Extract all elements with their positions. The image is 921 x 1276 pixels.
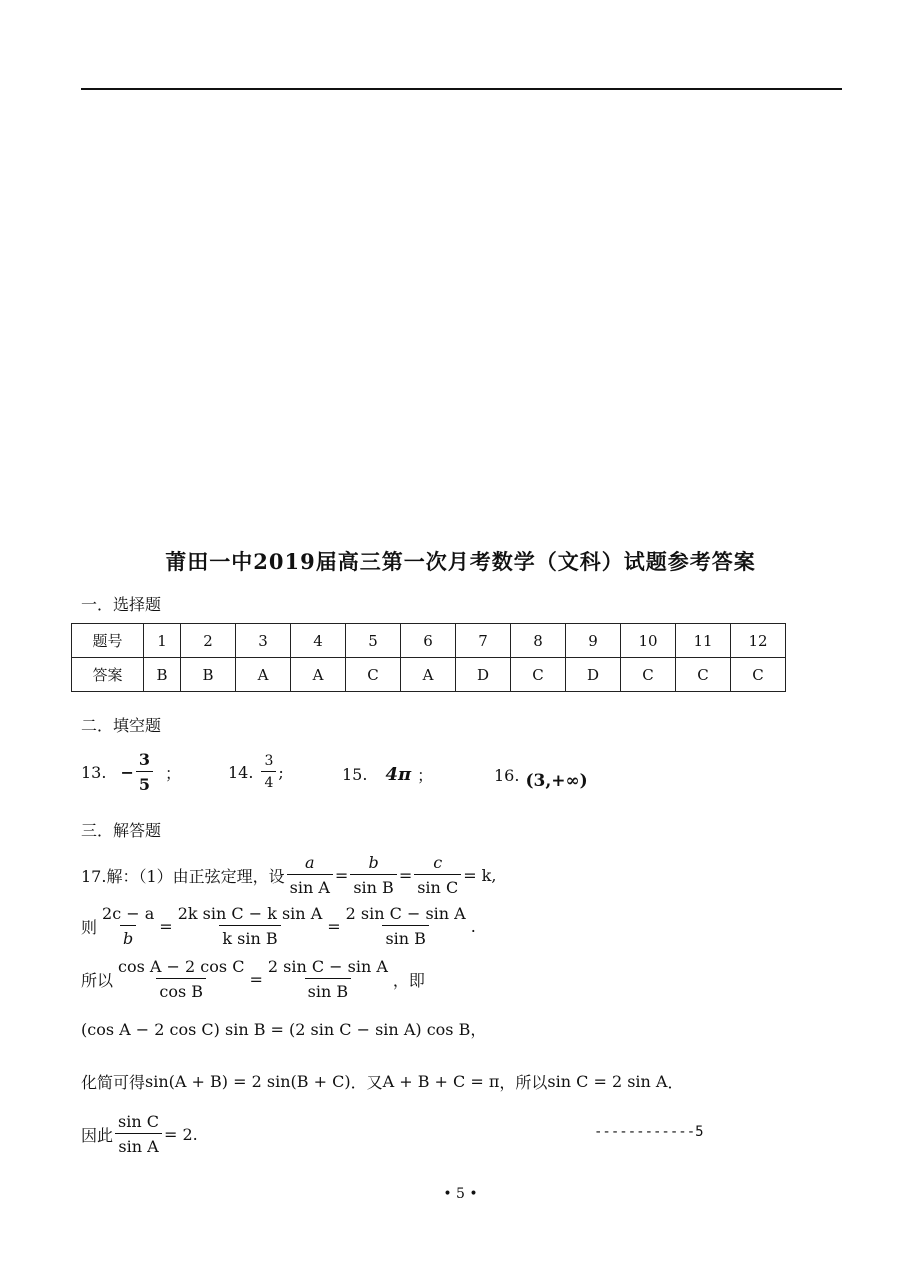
q17-line6-end: = 2.	[163, 1124, 198, 1144]
q17-line2-fraction-2	[175, 904, 326, 948]
table-cell-answer: C	[511, 658, 566, 692]
fraction-denominator: sin C	[414, 874, 461, 897]
q17-line2-prefix: 则	[81, 917, 98, 937]
fill-answer-16	[494, 760, 588, 790]
fraction-numerator: sin C	[118, 1112, 159, 1131]
fraction-numerator: a	[305, 853, 315, 872]
score-mark: ------------5	[594, 1124, 704, 1140]
q14-numerator: 3	[264, 753, 274, 769]
table-cell-answer: C	[731, 658, 786, 692]
q17-line5-text-e: ，所以	[499, 1072, 548, 1092]
fraction-denominator: k sin B	[219, 925, 280, 948]
q17-fraction-b	[350, 853, 396, 897]
q16-value: (3,+∞)	[525, 771, 588, 791]
table-cell-number: 7	[456, 624, 511, 658]
q17-fraction-c	[414, 853, 461, 897]
q17-line5-text-g: ．	[667, 1072, 684, 1092]
table-cell-number: 8	[511, 624, 566, 658]
q17-fraction-a	[287, 853, 333, 897]
q17-line6-fraction	[115, 1112, 162, 1156]
q13-sign: −	[120, 762, 134, 782]
q17-line-4: (cos A − 2 cos C) sin B = (2 sin C − sin A) cos B，	[81, 1019, 487, 1039]
q17-line5-math-b: sin(A + B) = 2 sin(B + C)	[145, 1071, 351, 1091]
table-row-numbers	[72, 624, 786, 658]
table-answer-label: 答案	[72, 658, 144, 692]
fraction-denominator: sin B	[382, 925, 428, 948]
table-cell-number: 1	[144, 624, 181, 658]
q17-line5-text-c: ．又	[350, 1072, 383, 1092]
q17-line-5	[81, 1069, 684, 1093]
q13-numerator: 3	[138, 750, 150, 769]
q17-line-2: 则 $\frac{2c - a}{b}$ = $\frac{\text{2k sin C − k sin A}}{\text{k sin B}}$ = $\frac{\text{2 sin C − sin A}}{\text{sin B}}$ .	[81, 904, 476, 948]
q13-denominator: 5	[136, 771, 153, 794]
q17-line2-fraction-1	[99, 904, 157, 948]
q17-line5-math-d: A + B + C = π	[382, 1071, 500, 1091]
q14-fraction	[261, 753, 276, 791]
fill-answer-14	[228, 752, 284, 792]
page-title: 莆田一中2019届高三第一次月考数学（文科）试题参考答案	[165, 549, 756, 574]
table-cell-number: 10	[621, 624, 676, 658]
section-choice-heading: 一．选择题	[81, 595, 162, 614]
fraction-denominator: sin B	[305, 978, 351, 1001]
fraction-denominator: b	[120, 925, 136, 948]
fraction-numerator: 2 sin C − sin A	[267, 957, 388, 976]
table-cell-answer: A	[236, 658, 291, 692]
q17-line3-fraction-1	[115, 957, 247, 1001]
fraction-denominator: sin A	[115, 1133, 161, 1156]
section-fill-heading: 二．填空题	[81, 716, 162, 735]
fraction-denominator: cos B	[156, 978, 206, 1001]
table-cell-number: 9	[566, 624, 621, 658]
fill-answer-15	[342, 760, 433, 788]
table-header-label: 题号	[72, 624, 144, 658]
q14-denominator: 4	[261, 771, 276, 791]
q14-separator: ;	[278, 762, 284, 782]
fill-answer-13	[81, 750, 181, 794]
page-number: • 5 •	[443, 1186, 478, 1202]
q13-separator: ；	[165, 763, 182, 783]
q17-equals-k: = k,	[463, 865, 497, 885]
fraction-denominator: sin A	[287, 874, 333, 897]
table-cell-answer: B	[144, 658, 181, 692]
table-cell-number: 2	[181, 624, 236, 658]
q17-line3-end: ，即	[392, 970, 425, 990]
q17-line3-prefix: 所以	[81, 970, 114, 990]
answer-table	[71, 623, 786, 692]
table-cell-answer: A	[401, 658, 456, 692]
table-cell-answer: D	[456, 658, 511, 692]
fraction-numerator: cos A − 2 cos C	[118, 957, 245, 976]
q17-line6-prefix: 因此	[81, 1125, 114, 1145]
table-cell-number: 5	[346, 624, 401, 658]
q17-line-3: 所以 $\frac{\text{cos A − 2 cos C}}{\text{cos B}}$ = $\frac{\text{2 sin C − sin A}}{\text{sin B}}$ ，即	[81, 957, 425, 1001]
fraction-numerator: b	[368, 853, 379, 872]
q14-label: 14.	[228, 762, 254, 782]
q17-line2-fraction-3	[343, 904, 469, 948]
fraction-numerator: 2 sin C − sin A	[345, 904, 466, 923]
fraction-numerator: c	[433, 853, 443, 872]
header-rule	[81, 88, 842, 90]
table-cell-answer: A	[291, 658, 346, 692]
q17-line3-fraction-2	[265, 957, 391, 1001]
table-cell-number: 4	[291, 624, 346, 658]
q13-fraction	[136, 750, 153, 794]
table-cell-answer: C	[621, 658, 676, 692]
q17-line5-text-a: 化简可得	[81, 1072, 146, 1092]
table-cell-answer: C	[346, 658, 401, 692]
table-cell-number: 12	[731, 624, 786, 658]
q17-intro: 17.解：（1）由正弦定理，设	[81, 866, 285, 886]
q17-line-1: 17.解：（1）由正弦定理，设 $\frac{a}{\text{sin A}}$ = $\frac{b}{\text{sin B}}$ = $\frac{c}{\text{sin C}}$ = k,	[81, 853, 497, 897]
fraction-numerator: 2c − a	[102, 904, 155, 923]
table-row-answers	[72, 658, 786, 692]
table-cell-answer: C	[676, 658, 731, 692]
table-cell-number: 3	[236, 624, 291, 658]
q15-separator: ；	[417, 765, 434, 785]
fraction-denominator: sin B	[350, 874, 396, 897]
q15-label: 15.	[342, 764, 368, 784]
q17-line5-math-f: sin C = 2 sin A	[547, 1071, 668, 1091]
table-cell-answer: D	[566, 658, 621, 692]
q15-value: 4π	[385, 763, 412, 785]
table-cell-number: 11	[676, 624, 731, 658]
q17-line2-end: .	[470, 916, 476, 936]
q16-label: 16.	[494, 765, 520, 785]
q13-label: 13.	[81, 762, 107, 782]
table-cell-number: 6	[401, 624, 456, 658]
q17-line-6	[81, 1108, 198, 1160]
fraction-numerator: 2k sin C − k sin A	[177, 904, 323, 923]
table-cell-answer: B	[181, 658, 236, 692]
section-solve-heading: 三．解答题	[81, 821, 162, 840]
